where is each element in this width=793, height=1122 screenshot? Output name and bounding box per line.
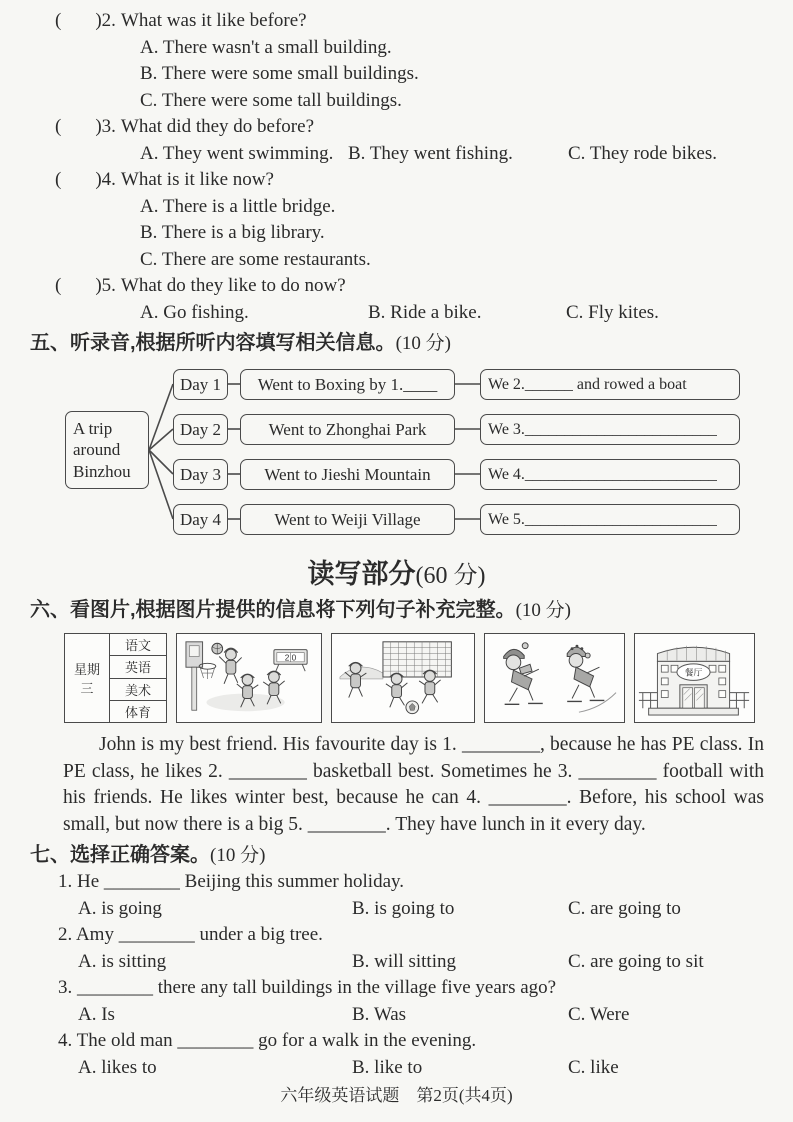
part2-title: 读写部分 [307, 559, 416, 589]
activity-box: Went to Zhonghai Park [240, 414, 455, 445]
section-7-heading [30, 842, 793, 869]
option-row [78, 896, 793, 923]
schedule-subject-cell: 语文 [110, 634, 167, 656]
day-box: Day 4 [173, 504, 228, 535]
answer-paren: ( [55, 116, 62, 137]
section-6-title: 六、看图片,根据图片提供的信息将下列句子补充完整。 [30, 599, 516, 621]
option-b: B. will sitting [352, 950, 456, 972]
basketball-illustration [177, 634, 320, 720]
part2-heading [0, 557, 793, 593]
question-number: )5. [95, 275, 116, 296]
option-b: B. They went fishing. [348, 142, 513, 164]
page-footer: 六年级英语试题 第2页(共4页) [280, 1086, 513, 1105]
trip-diagram [55, 361, 760, 545]
option-b: B. Ride a bike. [368, 301, 482, 323]
activity-box: Went to Weiji Village [240, 504, 455, 535]
question-text: What do they like to do now? [120, 275, 346, 296]
question-5-line [55, 273, 793, 300]
trip-label-box: A trip around Binzhou [65, 411, 149, 489]
canteen-scene [634, 633, 755, 723]
section-6-heading [30, 597, 793, 624]
skating-scene [484, 633, 625, 723]
question-text: What did they do before? [120, 116, 314, 137]
schedule-subject-cell: 美术 [110, 678, 167, 700]
option-c: C. Were [568, 1003, 630, 1025]
part2-score: (60 分) [415, 563, 486, 589]
section-5-heading [30, 330, 793, 357]
question-text: What is it like now? [120, 169, 274, 190]
option-c: C. Fly kites. [566, 301, 659, 323]
option-line: B. There were some small buildings. [140, 63, 419, 84]
option-c: C. like [568, 1056, 619, 1078]
option-b: B. Was [352, 1003, 407, 1025]
football-illustration [332, 634, 473, 720]
day-box: Day 3 [173, 459, 228, 490]
schedule-subject-cell: 体育 [110, 700, 167, 722]
option-a: A. Is [78, 1003, 115, 1025]
option-line: A. There wasn't a small building. [140, 36, 392, 58]
skating-illustration [485, 634, 623, 720]
schedule-day-cell: 星期三 [65, 634, 110, 723]
answer-paren: ( [55, 169, 62, 190]
svg-text:餐厅: 餐厅 [684, 667, 703, 678]
day-box: Day 1 [173, 369, 228, 400]
option-a: A. likes to [78, 1056, 157, 1078]
question-line: 4. The old man ________ go for a walk in the evening. [58, 1030, 477, 1052]
option-c: C. They rode bikes. [568, 142, 717, 164]
result-box: We 4.________________________ [480, 459, 740, 490]
question-line: 2. Amy ________ under a big tree. [58, 924, 323, 946]
schedule-subject-cell: 英语 [110, 656, 167, 678]
result-box: We 5.________________________ [480, 504, 740, 535]
svg-text:2 0: 2 0 [284, 652, 297, 663]
question-line: 1. He ________ Beijing this summer holiday. [58, 871, 405, 893]
question-number: )3. [95, 116, 116, 137]
picture-strip [64, 633, 793, 723]
question-number: )4. [95, 169, 116, 190]
option-a: A. They went swimming. [140, 142, 334, 164]
section-6-score: (10 分) [515, 600, 571, 621]
canteen-illustration [635, 634, 753, 720]
section-7-score: (10 分) [210, 845, 266, 867]
option-a: A. is sitting [78, 950, 167, 972]
basketball-scene [176, 633, 322, 723]
section-7-title: 七、选择正确答案。 [30, 844, 210, 867]
listening-mcq-section [0, 0, 793, 326]
question-line: 3. ________ there any tall buildings in the village five years ago? [58, 977, 557, 999]
question-2-line [55, 8, 793, 35]
option-line: A. There is a little bridge. [140, 195, 336, 217]
option-row [78, 1055, 793, 1082]
cloze-paragraph: John is my best friend. His favourite day is 1. ________, because he has PE class. In PE class, he likes 2. ________ basketball best. Sometimes he 3. ________ football with his friends. He likes winter best, because he can 4. ________. Before, his school was small, but now there is a big 5. ________. They have lunch in it every day. [63, 734, 764, 835]
question-3-line [55, 114, 793, 141]
option-line: B. There is a big library. [140, 222, 325, 243]
option-c: C. are going to sit [568, 950, 704, 972]
day-box: Day 2 [173, 414, 228, 445]
option-b: B. like to [352, 1056, 423, 1078]
weekly-schedule-table [64, 633, 167, 723]
option-row [140, 300, 793, 327]
football-scene [331, 633, 475, 723]
activity-box: Went to Jieshi Mountain [240, 459, 455, 490]
option-row [78, 949, 793, 976]
question-number: )2. [95, 10, 116, 31]
option-c: C. are going to [568, 897, 681, 919]
section-5-title: 五、听录音,根据所听内容填写相关信息。 [30, 332, 396, 354]
option-line: C. There were some tall buildings. [140, 89, 402, 111]
option-row [140, 141, 793, 168]
option-a: A. is going [78, 897, 162, 919]
question-text: What was it like before? [120, 10, 307, 31]
option-b: B. is going to [352, 897, 455, 919]
activity-box: Went to Boxing by 1.____ [240, 369, 455, 400]
answer-paren: ( [55, 10, 62, 31]
option-line: C. There are some restaurants. [140, 248, 371, 270]
option-a: A. Go fishing. [140, 301, 249, 323]
result-box: We 2.______ and rowed a boat [480, 369, 740, 400]
section-5-score: (10 分) [395, 333, 451, 354]
result-box: We 3.________________________ [480, 414, 740, 445]
grammar-mcq-section [0, 869, 793, 1081]
option-row [78, 1002, 793, 1029]
answer-paren: ( [55, 275, 62, 296]
question-4-line [55, 167, 793, 194]
